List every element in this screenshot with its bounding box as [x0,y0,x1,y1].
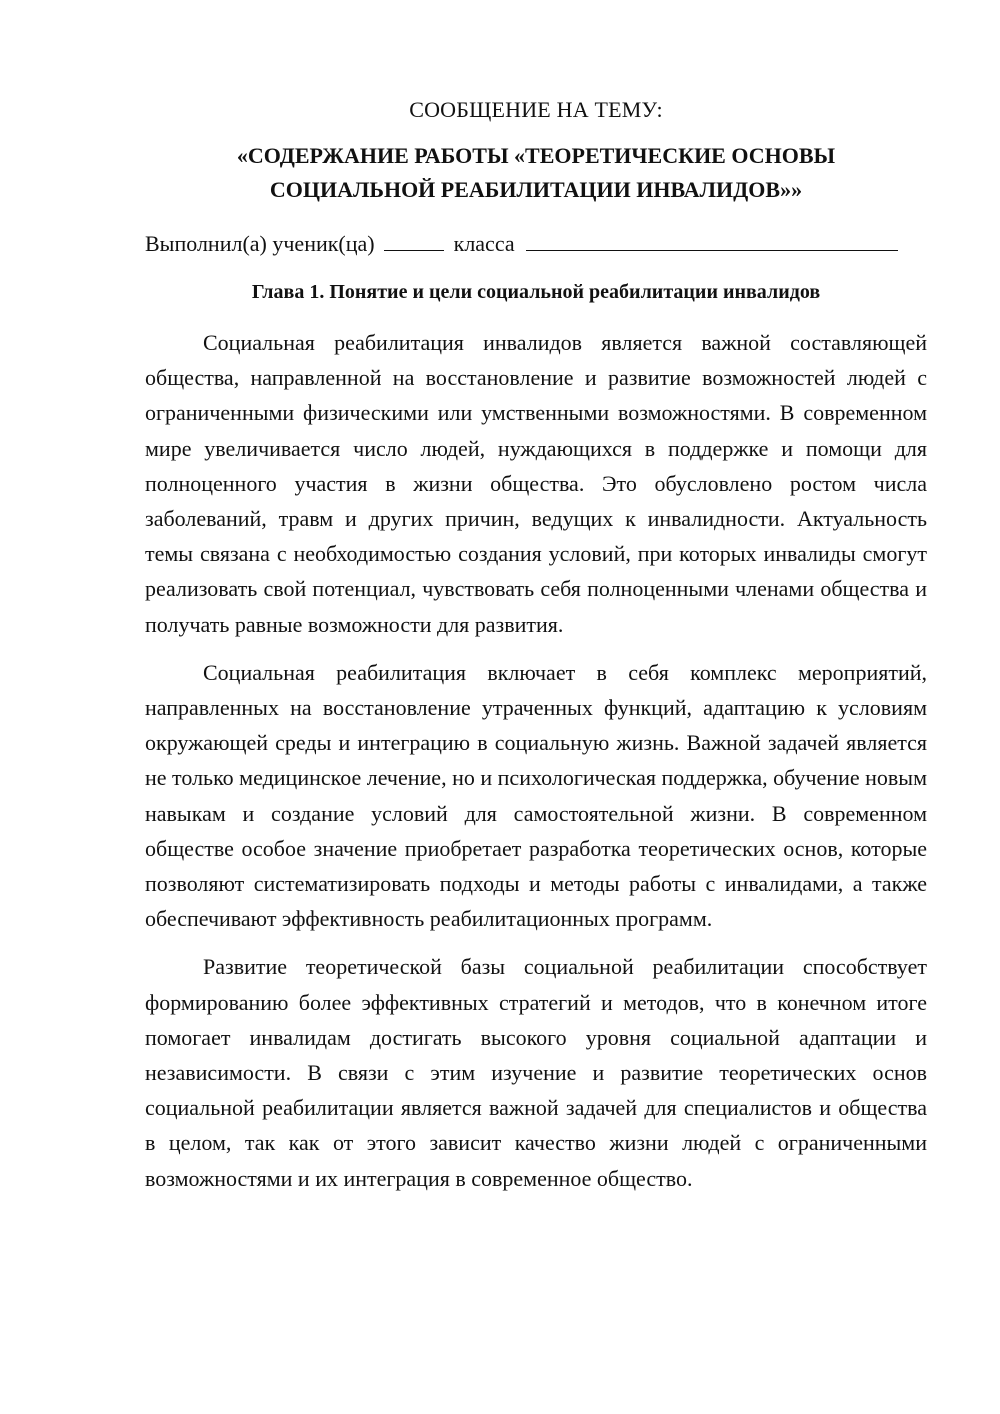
author-line [145,229,927,259]
chapter-heading: Глава 1. Понятие и цели социальной реабилитации инвалидов [251,281,821,303]
document-title [145,139,927,207]
paragraph: Развитие теоретической базы социальной реабилитации способствует формированию более эффективных стратегий и методов, что в конечном итоге помогает инвалидам достигать высокого уровня социальной адаптации и независимости. В связи с этим изучение и развитие теоретических основ социальной реабилитации является важной задачей для специалистов и общества в целом, так как от этого зависит качество жизни людей с ограниченными возможностями и их интеграция в современное общество. [145,954,927,1191]
paragraph: Социальная реабилитация инвалидов является важной составляющей общества, направленной на восстановление и развитие возможностей людей с ограниченными физическими или умственными возможностями. В современном мире увеличивается число людей, нуждающихся в поддержке и помощи для полноценного участия в жизни общества. Это обусловлено ростом числа заболеваний, травм и других причин, ведущих к инвалидности. Актуальность темы связана с необходимостью создания условий, при которых инвалиды смогут реализовать свой потенциал, чувствовать себя полноценными членами общества и получать равные возможности для развития. [145,330,927,637]
author-prefix: Выполнил(а) ученик(ца) [145,231,375,256]
title-line-1: «СОДЕРЖАНИЕ РАБОТЫ «ТЕОРЕТИЧЕСКИЕ ОСНОВЫ [236,143,836,168]
name-blank [526,230,898,251]
paragraph: Социальная реабилитация включает в себя комплекс мероприятий, направленных на восстановление утраченных функций, адаптацию к условиям окружающей среды и интеграцию в социальную жизнь. Важной задачей является не только медицинское лечение, но и психологическая поддержка, обучение новым навыкам и создание условий для самостоятельной жизни. В современном обществе особое значение приобретает разработка теоретических основ, которые позволяют систематизировать подходы и методы работы с инвалидами, а также обеспечивают эффективность реабилитационных программ. [145,659,927,932]
grade-blank [384,230,444,251]
header-label: СООБЩЕНИЕ НА ТЕМУ: [409,97,663,122]
title-line-2: СОЦИАЛЬНОЙ РЕАБИЛИТАЦИИ ИНВАЛИДОВ»» [269,177,803,202]
class-label: класса [453,231,515,256]
